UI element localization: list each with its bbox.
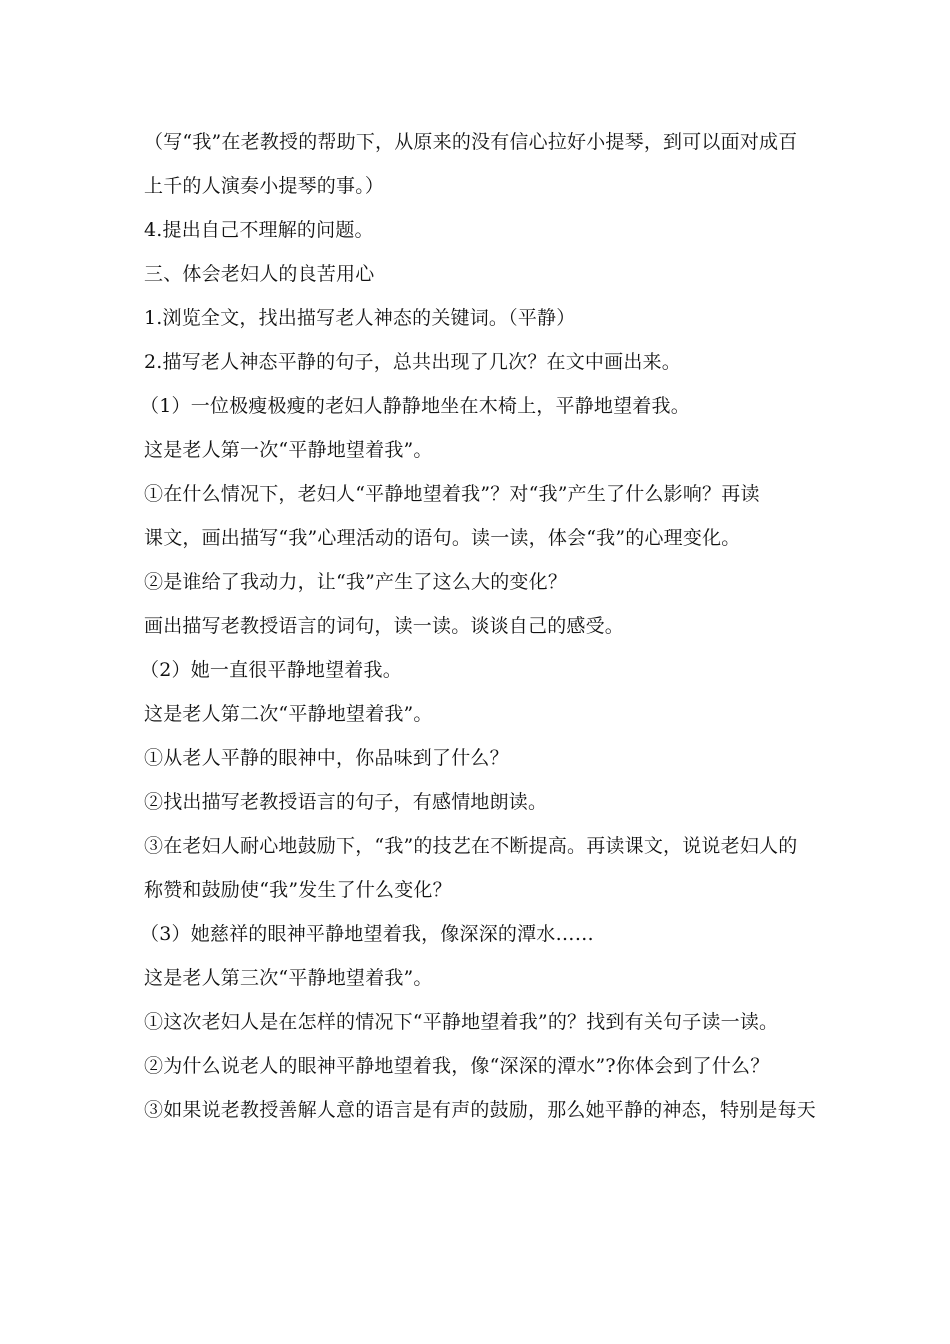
text-line-3: 4.提出自己不理解的问题。	[144, 219, 374, 241]
text-line-10: 课文，画出描写“我”心理活动的语句。读一读，体会“我”的心理变化。	[144, 527, 741, 549]
text-line-2: 上千的人演奏小提琴的事。）	[144, 175, 385, 197]
text-line-19: （3）她慈祥的眼神平静地望着我，像深深的潭水……	[140, 923, 594, 945]
text-line-5: 1.浏览全文，找出描写老人神态的关键词。（平静）	[144, 307, 576, 329]
text-line-17: ③在老妇人耐心地鼓励下，“我”的技艺在不断提高。再读课文，说说老妇人的	[144, 835, 798, 857]
text-line-11: ②是谁给了我动力，让“我”产生了这么大的变化？	[144, 571, 568, 593]
text-line-15: ①从老人平静的眼神中，你品味到了什么？	[144, 747, 509, 769]
text-line-1: （写“我”在老教授的帮助下，从原来的没有信心拉好小提琴，到可以面对成百	[144, 131, 798, 153]
text-line-6: 2.描写老人神态平静的句子，总共出现了几次？在文中画出来。	[144, 351, 681, 373]
text-line-16: ②找出描写老教授语言的句子，有感情地朗读。	[144, 791, 548, 813]
text-line-13: （2）她一直很平静地望着我。	[140, 659, 402, 681]
document-body	[140, 120, 824, 1132]
text-line-20: 这是老人第三次“平静地望着我”。	[144, 967, 433, 989]
text-line-7: （1）一位极瘦极瘦的老妇人静静地坐在木椅上，平静地望着我。	[140, 395, 690, 417]
text-line-8: 这是老人第一次“平静地望着我”。	[144, 439, 433, 461]
text-line-22: ②为什么说老人的眼神平静地望着我，像“深深的潭水”?你体会到了什么？	[144, 1055, 770, 1077]
text-line-23: ③如果说老教授善解人意的语言是有声的鼓励，那么她平静的神态，特别是每天	[144, 1099, 817, 1121]
text-line-18: 称赞和鼓励使“我”发生了什么变化？	[144, 879, 452, 901]
text-line-21: ①这次老妇人是在怎样的情况下“平静地望着我”的？找到有关句子读一读。	[144, 1011, 779, 1033]
text-line-9: ①在什么情况下，老妇人“平静地望着我”？对“我”产生了什么影响？再读	[144, 483, 760, 505]
text-line-12: 画出描写老教授语言的词句，读一读。谈谈自己的感受。	[144, 615, 625, 637]
text-line-14: 这是老人第二次“平静地望着我”。	[144, 703, 433, 725]
section-heading: 三、体会老妇人的良苦用心	[144, 263, 375, 285]
